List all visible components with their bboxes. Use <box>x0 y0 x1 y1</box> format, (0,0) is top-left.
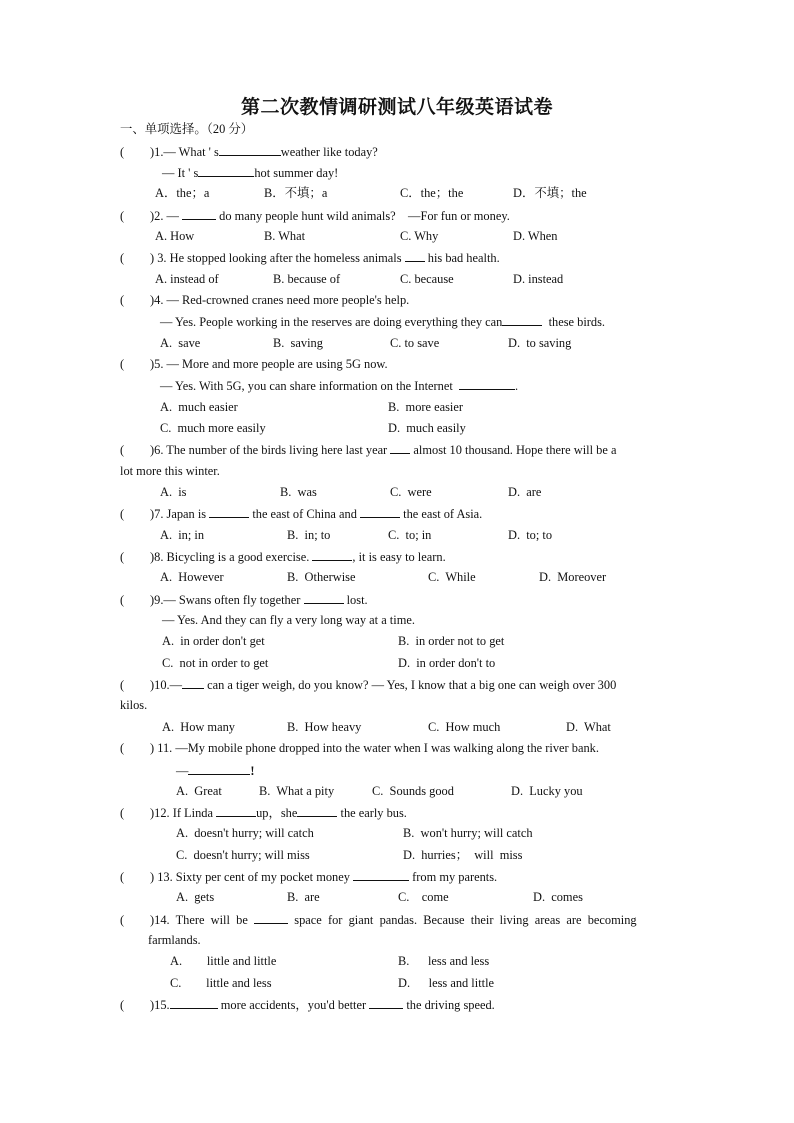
answer-paren: ( <box>120 443 125 457</box>
answer-blank <box>502 313 542 326</box>
answer-paren: ( <box>120 145 125 159</box>
question-4-reply: — Yes. People working in the reserves are doing everything they can these birds. <box>160 315 606 329</box>
option: A. Great <box>176 784 222 798</box>
answer-paren: ( <box>120 741 125 755</box>
option: C. How much <box>428 720 501 734</box>
question-11-reply: — ! <box>176 764 255 778</box>
option: B. What <box>264 229 306 243</box>
option: D. in order don't to <box>398 656 496 670</box>
option: A．the；a <box>155 186 210 200</box>
answer-paren: ( <box>120 806 125 820</box>
answer-paren: ( <box>120 507 125 521</box>
option: D．不填；the <box>513 186 587 200</box>
answer-blank <box>369 996 403 1009</box>
question-9: ( )9.— Swans often fly together lost. <box>120 593 368 607</box>
answer-paren: ( <box>120 593 125 607</box>
option: D. comes <box>533 890 583 904</box>
section-heading: 一、单项选择。（20 分） <box>120 122 254 136</box>
option: D. Moreover <box>539 570 607 584</box>
option: A. much easier <box>160 400 238 414</box>
answer-paren: ( <box>120 251 125 265</box>
question-6-cont: lot more this winter. <box>120 464 220 478</box>
question-8: ( )8. Bicycling is a good exercise. , it is easy to learn. <box>120 550 446 564</box>
answer-blank <box>254 911 288 924</box>
answer-blank <box>219 143 281 156</box>
option: B. less and less <box>398 954 490 968</box>
answer-paren: ( <box>120 913 125 927</box>
option: B. was <box>280 485 317 499</box>
option: C. to; in <box>388 528 432 542</box>
option: D. instead <box>513 272 564 286</box>
option: C．the；the <box>400 186 464 200</box>
question-5-reply: — Yes. With 5G, you can share information on the Internet . <box>160 379 519 393</box>
option: A. How <box>155 229 195 243</box>
option: A. gets <box>176 890 215 904</box>
question-12: ( )12. If Linda up，she the early bus. <box>120 806 407 820</box>
answer-blank <box>405 249 425 262</box>
answer-blank <box>390 441 410 454</box>
question-1-reply: — It ' s hot summer day! <box>162 166 339 180</box>
option: B. more easier <box>388 400 464 414</box>
option: B. How heavy <box>287 720 362 734</box>
question-15: ( )15. more accidents，you'd better the driving speed. <box>120 998 495 1012</box>
question-14-cont: farmlands. <box>148 933 201 947</box>
option: B．不填；a <box>264 186 328 200</box>
option: B. won't hurry; will catch <box>403 826 533 840</box>
question-7: ( )7. Japan is the east of China and the east of Asia. <box>120 507 483 521</box>
answer-blank <box>360 505 400 518</box>
option: A. instead of <box>155 272 219 286</box>
answer-blank <box>459 377 515 390</box>
answer-paren: ( <box>120 357 125 371</box>
option: A. little and little <box>170 954 277 968</box>
option: C. While <box>428 570 476 584</box>
question-9-reply: — Yes. And they can fly a very long way at a time. <box>162 613 415 627</box>
option: C. to save <box>390 336 440 350</box>
option: C. because <box>400 272 454 286</box>
question-13: ( ) 13. Sixty per cent of my pocket money from my parents. <box>120 870 498 884</box>
question-2: ( )2. — do many people hunt wild animals? —For fun or money. <box>120 209 510 223</box>
option: D. hurries； will miss <box>403 848 523 862</box>
option: A. How many <box>162 720 235 734</box>
question-4: ( )4. — Red-crowned cranes need more people's help. <box>120 293 410 307</box>
question-10: ( )10.— can a tiger weigh, do you know? — Yes, I know that a big one can weigh over 300 <box>120 678 617 692</box>
question-6: ( )6. The number of the birds living here last year almost 10 thousand. Hope there will be a <box>120 443 617 457</box>
option: C. not in order to get <box>162 656 269 670</box>
option: A. doesn't hurry; will catch <box>176 826 314 840</box>
option: A. save <box>160 336 201 350</box>
question-5: ( )5. — More and more people are using 5G now. <box>120 357 388 371</box>
question-1: ( )1.— What ' s weather like today? <box>120 145 378 159</box>
option: B. saving <box>273 336 323 350</box>
answer-paren: ( <box>120 550 125 564</box>
answer-blank <box>209 505 249 518</box>
answer-blank <box>216 804 256 817</box>
option: D. to saving <box>508 336 572 350</box>
answer-blank <box>304 591 344 604</box>
option: B. in order not to get <box>398 634 505 648</box>
option: C. much more easily <box>160 421 266 435</box>
option: C. Why <box>400 229 439 243</box>
option: D. much easily <box>388 421 466 435</box>
answer-blank <box>182 207 216 220</box>
page-title: 第二次教情调研测试八年级英语试卷 <box>240 96 553 118</box>
option: C. come <box>398 890 449 904</box>
option: A. is <box>160 485 187 499</box>
option: C. doesn't hurry; will miss <box>176 848 310 862</box>
question-14: ( )14. There will be space for giant pandas. Because their living areas are becoming <box>120 913 637 927</box>
option: D. When <box>513 229 558 243</box>
answer-blank <box>188 762 250 775</box>
answer-blank <box>312 548 352 561</box>
answer-blank <box>297 804 337 817</box>
option: A. However <box>160 570 224 584</box>
option: B. Otherwise <box>287 570 356 584</box>
answer-blank <box>198 164 254 177</box>
option: D. to; to <box>508 528 553 542</box>
option: D. Lucky you <box>511 784 583 798</box>
question-11: ( ) 11. —My mobile phone dropped into the water when I was walking along the river bank. <box>120 741 599 755</box>
option: B. in; to <box>287 528 331 542</box>
option: B. are <box>287 890 320 904</box>
option: D. are <box>508 485 542 499</box>
answer-blank <box>353 868 409 881</box>
answer-paren: ( <box>120 870 125 884</box>
answer-blank <box>170 996 218 1009</box>
option: D. What <box>566 720 611 734</box>
option: B. What a pity <box>259 784 335 798</box>
question-10-cont: kilos. <box>120 698 148 712</box>
option: C. Sounds good <box>372 784 454 798</box>
option: C. were <box>390 485 432 499</box>
answer-blank <box>182 676 204 689</box>
option: A. in; in <box>160 528 205 542</box>
answer-paren: ( <box>120 998 125 1012</box>
option: A. in order don't get <box>162 634 265 648</box>
answer-paren: ( <box>120 209 125 223</box>
option: B. because of <box>273 272 341 286</box>
answer-paren: ( <box>120 678 125 692</box>
question-3: ( ) 3. He stopped looking after the homeless animals his bad health. <box>120 251 500 265</box>
answer-paren: ( <box>120 293 125 307</box>
option: D. less and little <box>398 976 495 990</box>
option: C. little and less <box>170 976 272 990</box>
